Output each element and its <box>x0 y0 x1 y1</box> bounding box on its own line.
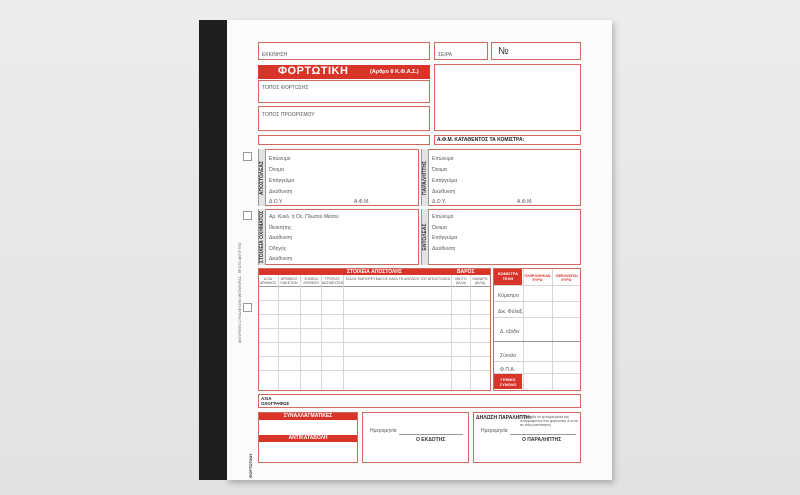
recipient-profession-label: Επάγγελμα <box>432 178 458 184</box>
fees-table <box>493 268 581 391</box>
col-header-gross: ΜΙΚΤΟ (ΚΙΛΑ) <box>455 277 467 285</box>
header-divider <box>259 286 490 287</box>
vehicle-driver-address-label: Διεύθυνση <box>269 256 293 262</box>
value-words-label: ΑΞΙΑ ΟΛΟΓΡΑΦΩΣ <box>261 396 290 406</box>
recipient-side-label <box>421 149 429 206</box>
col-divider <box>523 269 524 390</box>
vehicle-label: ΣΤΟΙΧΕΙΑ ΟΧΗΜΑΤΟΣ <box>259 210 265 264</box>
receiver-date-label: Ημερομηνία <box>481 428 508 434</box>
fees-row-line <box>494 301 580 302</box>
grand-total-bar <box>494 374 522 389</box>
margin-checkbox[interactable] <box>243 303 252 312</box>
signature-line <box>510 434 576 435</box>
forwarder-label: ΕΝΤΟΛΕΑΣ <box>422 223 428 251</box>
forwarder-section <box>421 209 581 265</box>
col-divider <box>552 269 553 390</box>
col-divider <box>321 275 322 390</box>
form-subtitle: (Αρθρο 8 Κ.Φ.Α.Σ.) <box>370 69 419 75</box>
margin-checkbox[interactable] <box>243 152 252 161</box>
fees-paid-header: ΠΛΗΡΩΘΗΚΑΝ ΕΥΡΩ <box>524 274 551 282</box>
col-divider <box>300 275 301 390</box>
vehicle-driver-label: Οδηγός <box>269 246 287 252</box>
sender-label: ΑΠΟΣΤΟΛΕΑΣ <box>259 160 265 195</box>
form-title-bar <box>258 65 430 79</box>
col-header-packing: ΤΡΟΠΟΣ ΔΕΣΜΕΥΣΗΣ <box>322 277 344 285</box>
table-row[interactable] <box>259 370 490 371</box>
recipient-section <box>421 149 581 206</box>
fees-title: ΚΟΜΙΣΤΡΑ ΤΕΛΗ <box>497 271 519 281</box>
issuer-label: Ο ΕΚΔΟΤΗΣ <box>416 437 446 443</box>
grand-total-label: ΓΕΝΙΚΟ ΣΥΝΟΛΟ <box>499 377 517 387</box>
recipient-label: ΠΑΡΑΛΗΠΤΗΣ <box>422 160 428 195</box>
vehicle-side-label <box>258 209 266 265</box>
afm-field[interactable] <box>434 135 581 145</box>
activity-field[interactable] <box>258 42 430 60</box>
series-field[interactable] <box>434 42 488 60</box>
margin-note: ΑΝΤΙΓΡΑΦΟ ΣΥΝΟΔΕΥΣΗΣ ΜΕΤΑΦΟΡΑΣ - ΠΡΩΤΟ ΑΝΤΙΤΥΠΟ <box>238 242 242 343</box>
table-row[interactable] <box>259 314 490 315</box>
fees-divider <box>494 285 580 286</box>
cancellation-bar: ΣΥΝΑΛΛΑΓΜΑΤΙΚΕΣ <box>259 413 357 420</box>
loading-place-label: ΤΟΠΟΣ ΦΟΡΤΩΣΗΣ <box>262 85 309 91</box>
table-row[interactable] <box>259 300 490 301</box>
recipient-surname-label: Επώνυμο <box>432 156 454 162</box>
shipment-weight-label: ΒΑΡΟΣ <box>457 269 475 275</box>
value-words-field[interactable] <box>258 394 581 408</box>
fee-total-label: Σύνολο <box>500 353 517 359</box>
margin-checkbox[interactable] <box>243 211 252 220</box>
fees-row-line <box>494 341 580 342</box>
forwarder-surname-label: Επώνυμο <box>432 214 454 220</box>
col-header-marks: ΣΗΜΕΙΑ ΑΡΙΘΜΟΙ <box>303 277 319 285</box>
forwarder-name-label: Όνομα <box>432 225 447 231</box>
table-row[interactable] <box>259 356 490 357</box>
fee-freight-label: Κόμιστρο <box>498 293 519 299</box>
forwarder-side-label <box>421 209 429 265</box>
activity-label: ΕΚΚΙΝΗΣΗ <box>262 52 288 58</box>
fee-expenses-label: Δ. εξόδα <box>500 329 519 335</box>
col-divider <box>470 275 471 390</box>
vehicle-address-label: Διεύθυνση <box>269 235 293 241</box>
fees-due-header: ΟΦΕΙΛΟΝΤΑΙ ΕΥΡΩ <box>555 274 578 282</box>
fees-header <box>494 269 522 285</box>
statement-label: ΔΗΛΩΣΗ ΠΑΡΑΛΗΠΤΗ: <box>476 415 532 421</box>
recipient-doy-label: Δ.Ο.Υ. <box>432 199 447 205</box>
fees-row-line <box>494 361 580 362</box>
series-label: ΣΕΙΡΑ <box>438 52 453 58</box>
col-header-net: ΚΑΘΑΡΟ (ΚΙΛΑ) <box>472 277 488 285</box>
sender-name-label: Όνομα <box>269 167 284 173</box>
sender-side-label <box>258 149 266 206</box>
fee-storage-label: Δικ. Φύλαξ. <box>498 309 524 315</box>
recipient-address-label: Διεύθυνση <box>432 189 456 195</box>
notes-box <box>258 412 358 463</box>
shipment-header-bar <box>259 269 490 275</box>
shipment-title: ΣΤΟΙΧΕΙΑ ΑΠΟΣΤΟΛΗΣ <box>347 269 402 275</box>
loading-place-field[interactable] <box>258 80 430 103</box>
recipient-afm-label: Α.Φ.Μ. <box>517 199 533 205</box>
signature-line <box>399 434 463 435</box>
side-brand-text: ΦΟΡΤΩΤΙΚΗ <box>248 454 253 478</box>
sender-profession-label: Επάγγελμα <box>269 178 295 184</box>
col-header-value: ΑΞΙΑ ΑΡΙΘΜΟΣ <box>259 277 277 285</box>
destination-field[interactable] <box>258 106 430 131</box>
vehicle-plate-label: Αρ. Κυκλ. ή Ον. Πλωτού Μέσου <box>269 214 339 220</box>
fees-row-line <box>494 317 580 318</box>
issuer-signature-box[interactable] <box>362 412 469 463</box>
number-field[interactable] <box>491 42 581 60</box>
sender-section <box>258 149 419 206</box>
vehicle-owner-label: Ιδιοκτήτης <box>269 225 292 231</box>
form-title: ΦΟΡΤΩΤΙΚΗ <box>278 65 349 77</box>
sender-afm-label: Α.Φ.Μ. <box>354 199 370 205</box>
receiver-signature-box[interactable] <box>473 412 581 463</box>
destination-label: ΤΟΠΟΣ ΠΡΟΟΡΙΣΜΟΥ <box>262 112 315 118</box>
stamp-box <box>434 64 581 131</box>
binding-spine <box>199 20 227 480</box>
number-sign: № <box>498 46 509 57</box>
forwarder-address-label: Διεύθυνση <box>432 246 456 252</box>
issuer-date-label: Ημερομηνία <box>370 428 397 434</box>
table-row[interactable] <box>259 342 490 343</box>
sender-address-label: Διεύθυνση <box>269 189 293 195</box>
afm-label: Α.Φ.Μ. ΚΑΤΑΘΕΝΤΟΣ ΤΑ ΚΟΜΙΣΤΡΑ: <box>437 137 525 143</box>
col-divider <box>278 275 279 390</box>
sender-surname-label: Επώνυμο <box>269 156 291 162</box>
afm-blank-box[interactable] <box>258 135 430 145</box>
col-header-goods: ΕΙΔΟΣ ΕΜΠΟΡΕΥΜΑΤΟΣ ΚΑΤΑ ΤΗ ΔΗΛΩΣΗ ΤΟΥ ΑΠΟΣΤΟΛΕΑ <box>346 277 450 281</box>
statement-text: Παρελαβα τα εμπορευματα και αναγραφονται στο φορτωτικο & ειναι σε καλη κατασταση <box>520 415 578 427</box>
col-divider <box>451 275 452 390</box>
shipment-table <box>258 268 491 391</box>
col-divider <box>343 275 344 390</box>
receiver-label: Ο ΠΑΡΑΛΗΠΤΗΣ <box>522 437 562 443</box>
fee-vat-label: Φ.Π.Α. <box>500 367 516 373</box>
vehicle-section <box>258 209 419 265</box>
sender-doy-label: Δ.Ο.Υ. <box>269 199 284 205</box>
col-header-packages: ΑΡΙΘΜΟΣ ΠΑΚΕΤΩΝ <box>280 277 298 285</box>
forwarder-profession-label: Επάγγελμα <box>432 235 458 241</box>
table-row[interactable] <box>259 328 490 329</box>
counter-bar: ΑΝΤΙΚΑΤΑΒΟΛΗ <box>259 435 357 442</box>
recipient-name-label: Όνομα <box>432 167 447 173</box>
